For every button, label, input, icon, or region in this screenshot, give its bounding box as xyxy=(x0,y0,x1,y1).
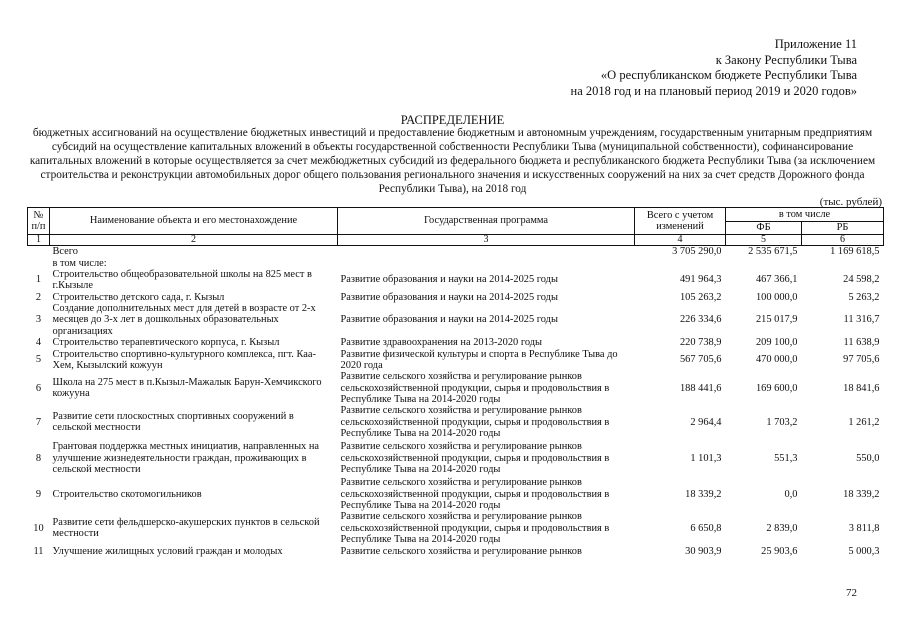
row-fb: 209 100,0 xyxy=(755,337,798,349)
table-row xyxy=(28,511,884,545)
row-fb: 551,3 xyxy=(774,452,798,464)
row-object-name: Школа на 275 мест в п.Кызыл-Мажалык Барун-Хемчикского кожууна xyxy=(52,376,322,400)
row-total: 30 903,9 xyxy=(685,545,722,557)
col-index-5: 5 xyxy=(726,235,802,246)
summary-sublabel: в том числе: xyxy=(52,257,107,269)
row-fb: 169 600,0 xyxy=(755,382,798,394)
row-number: 6 xyxy=(35,382,42,394)
row-program: Развитие сельского хозяйства и регулирование рынков сельскохозяйственной продукции, сырья и продовольствия в Республике Тыва на 2014-2020 годы xyxy=(340,441,610,475)
row-number: 11 xyxy=(33,545,44,557)
summary-fb: 2 535 671,5 xyxy=(748,246,798,258)
row-rb: 11 316,7 xyxy=(843,314,880,326)
row-number: 3 xyxy=(35,314,42,326)
row-object-name: Строительство общеобразовательной школы на 825 мест в г.Кызыле xyxy=(52,268,312,291)
row-total: 491 964,3 xyxy=(679,274,722,286)
row-program: Развитие сельского хозяйства и регулирование рынков xyxy=(340,545,582,557)
row-program: Развитие физической культуры и спорта в Республике Тыва до 2020 года xyxy=(340,348,618,371)
table-row xyxy=(28,371,884,405)
row-rb: 1 261,2 xyxy=(848,416,880,428)
table-header xyxy=(28,208,884,246)
row-program: Развитие образования и науки на 2014-2025 годы xyxy=(340,314,558,326)
table-row xyxy=(28,439,884,477)
table-row xyxy=(28,291,884,303)
row-number: 2 xyxy=(35,291,42,303)
row-fb: 0,0 xyxy=(784,488,798,500)
row-fb: 2 839,0 xyxy=(766,522,798,534)
row-rb: 18 339,2 xyxy=(843,488,880,500)
row-number: 5 xyxy=(35,354,42,366)
row-number: 9 xyxy=(35,488,42,500)
col-index-3: 3 xyxy=(338,235,635,246)
appendix-line-1: Приложение 11 xyxy=(774,37,857,51)
row-object-name: Развитие сети фельдшерско-акушерских пунктов в сельской местности xyxy=(52,516,320,540)
table-row xyxy=(28,545,884,557)
table-row xyxy=(28,337,884,349)
row-program: Развитие образования и науки на 2014-2025 годы xyxy=(340,291,558,303)
row-number: 1 xyxy=(35,274,42,286)
row-fb: 470 000,0 xyxy=(755,354,798,366)
row-fb: 467 366,1 xyxy=(755,274,798,286)
row-rb: 550,0 xyxy=(856,452,880,464)
row-fb: 100 000,0 xyxy=(755,291,798,303)
row-fb: 215 017,9 xyxy=(755,314,798,326)
table-row xyxy=(28,303,884,337)
row-total: 188 441,6 xyxy=(679,382,722,394)
row-rb: 5 263,2 xyxy=(848,291,880,303)
row-program: Развитие сельского хозяйства и регулирование рынков сельскохозяйственной продукции, сырья и продовольствия в Республике Тыва на 2014-2020 годы xyxy=(340,477,610,511)
row-object-name: Строительство терапевтического корпуса, г. Кызыл xyxy=(52,337,280,349)
col-index-2: 2 xyxy=(50,235,338,246)
header-program: Государственная программа xyxy=(338,208,635,235)
row-total: 6 650,8 xyxy=(690,522,722,534)
row-rb: 24 598,2 xyxy=(843,274,880,286)
header-including: в том числе xyxy=(726,208,884,222)
row-total: 567 705,6 xyxy=(679,354,722,366)
appendix-line-3: «О республиканском бюджете Республики Тыва xyxy=(600,68,857,82)
table-row xyxy=(28,269,884,291)
budget-table xyxy=(27,207,884,557)
row-program: Развитие сельского хозяйства и регулирование рынков сельскохозяйственной продукции, сырья и продовольствия в Республике Тыва на 2014-2020 годы xyxy=(340,405,610,439)
table-body xyxy=(28,269,884,557)
row-object-name: Строительство скотомогильников xyxy=(52,488,202,500)
document-subtitle: бюджетных ассигнований на осуществление бюджетных инвестиций и предоставление бюджетным и автономным учреждениям, государственным унитарным предприятиям субсидий на осуществление капитальных вложений в объекты государственной собственности Республики Тыва (муниципальной собственности), софинансирование капитальных вложений в которые осуществляется за счет межбюджетных субсидий из федерального бюджета и республиканского бюджета Республики Тыва (за исключением строительства и реконструкции автомобильных дорог общего пользования регионального значения и искусственных сооружений на них за счет средств Дорожного фонда Республики Тыва), на 2018 год xyxy=(29,127,876,195)
row-object-name: Улучшение жилищных условий граждан и молодых xyxy=(52,545,283,557)
summary-label: Всего xyxy=(52,246,78,258)
summary-total: 3 705 290,0 xyxy=(672,246,722,258)
header-total: Всего с учетом изменений xyxy=(635,208,726,235)
row-rb: 97 705,6 xyxy=(843,354,880,366)
row-rb: 5 000,3 xyxy=(848,545,880,557)
header-fb: ФБ xyxy=(726,222,802,235)
row-total: 105 263,2 xyxy=(679,291,722,303)
row-object-name: Строительство спортивно-культурного комплекса, пгт. Каа-Хем, Кызылский кожуун xyxy=(52,348,316,371)
appendix-line-2: к Закону Республики Тыва xyxy=(715,52,857,67)
header-rb: РБ xyxy=(802,222,884,235)
row-fb: 25 903,6 xyxy=(761,545,798,557)
appendix-line-4: на 2018 год и на плановый период 2019 и 2020 годов» xyxy=(570,83,857,98)
row-rb: 11 638,9 xyxy=(843,337,880,349)
row-object-name: Развитие сети плоскостных спортивных сооружений в сельской местности xyxy=(52,410,294,434)
summary-rb: 1 169 618,5 xyxy=(830,246,880,258)
row-object-name: Создание дополнительных мест для детей в возрасте от 2-х месяцев до 3-х лет в дошкольных образовательных организациях xyxy=(52,303,316,337)
col-index-4: 4 xyxy=(635,235,726,246)
row-program: Развитие образования и науки на 2014-2025 годы xyxy=(340,274,558,286)
document-title: РАСПРЕДЕЛЕНИЕ xyxy=(400,113,505,127)
row-program: Развитие сельского хозяйства и регулирование рынков сельскохозяйственной продукции, сырья и продовольствия в Республике Тыва на 2014-2020 годы xyxy=(340,371,610,405)
appendix-header xyxy=(571,37,857,99)
row-rb: 18 841,6 xyxy=(843,382,880,394)
col-index-6: 6 xyxy=(802,235,884,246)
row-program: Развитие сельского хозяйства и регулирование рынков сельскохозяйственной продукции, сырья и продовольствия в Республике Тыва на 2014-2020 годы xyxy=(340,511,610,545)
row-program: Развитие здравоохранения на 2013-2020 годы xyxy=(340,337,542,349)
row-total: 1 101,3 xyxy=(690,452,722,464)
table-row xyxy=(28,477,884,511)
table-row xyxy=(28,405,884,439)
row-total: 18 339,2 xyxy=(685,488,722,500)
row-rb: 3 811,8 xyxy=(848,522,880,534)
row-number: 7 xyxy=(35,416,42,428)
row-number: 8 xyxy=(35,452,42,464)
row-number: 10 xyxy=(33,522,44,534)
table-row xyxy=(28,349,884,371)
row-total: 2 964,4 xyxy=(690,416,722,428)
row-total: 226 334,6 xyxy=(679,314,722,326)
row-object-name: Грантовая поддержка местных инициатив, направленных на улучшение жизнедеятельности граждан, проживающих в сельской местности xyxy=(52,441,320,475)
page-number: 72 xyxy=(846,587,857,599)
header-name: Наименование объекта и его местонахождение xyxy=(50,208,338,235)
summary-subrow xyxy=(28,258,884,269)
row-total: 220 738,9 xyxy=(679,337,722,349)
row-object-name: Строительство детского сада, г. Кызыл xyxy=(52,291,225,303)
units-label: (тыс. рублей) xyxy=(819,196,882,208)
header-num: № п/п xyxy=(28,208,50,235)
col-index-1: 1 xyxy=(28,235,50,246)
summary-row xyxy=(28,246,884,258)
row-fb: 1 703,2 xyxy=(766,416,798,428)
row-number: 4 xyxy=(35,337,42,349)
